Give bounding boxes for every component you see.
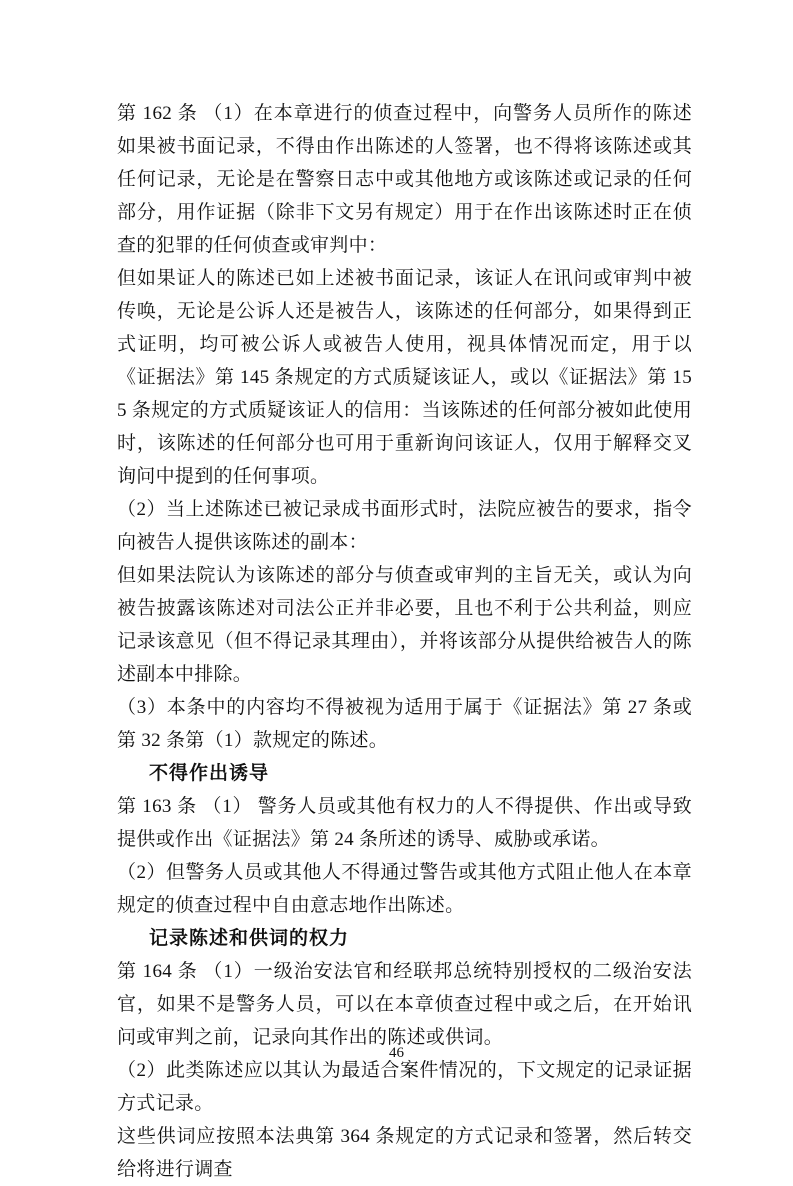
page-footer (0, 1043, 793, 1063)
paragraph: 但如果法院认为该陈述的部分与侦查或审判的主旨无关，或认为向被告披露该陈述对司法公正并非必要，且也不利于公共利益，则应记录该意见（但不得记录其理由），并将该部分从提供给被告人的陈述副本中排除。 (117, 565, 692, 685)
paragraph: （2）但警务人员或其他人不得通过警告或其他方式阻止他人在本章规定的侦查过程中自由意志地作出陈述。 (117, 862, 692, 916)
section-heading: 记录陈述和供词的权力 (149, 928, 350, 949)
paragraph: 第 162 条 （1）在本章进行的侦查过程中，向警务人员所作的陈述如果被书面记录，不得由作出陈述的人签署，也不得将该陈述或其任何记录，无论是在警察日志中或其他地方或该陈述或记录的任何部分，用作证据（除非下文另有规定）用于在作出该陈述时正在侦查的犯罪的任何侦查或审判中： (117, 103, 692, 256)
paragraph: （2）此类陈述应以其认为最适合案件情况的，下文规定的记录证据方式记录。 (117, 1060, 692, 1114)
document-body (117, 97, 692, 1186)
paragraph: 这些供词应按照本法典第 364 条规定的方式记录和签署，然后转交给将进行调查 (117, 1126, 692, 1180)
section-heading: 不得作出诱导 (149, 763, 270, 784)
paragraph: 第 163 条 （1） 警务人员或其他有权力的人不得提供、作出或导致提供或作出《证据法》第 24 条所述的诱导、威胁或承诺。 (117, 796, 692, 850)
page-number: 46 (389, 1045, 404, 1061)
paragraph: 第 164 条 （1）一级治安法官和经联邦总统特别授权的二级治安法官，如果不是警务人员，可以在本章侦查过程中或之后，在开始讯问或审判之前，记录向其作出的陈述或供词。 (117, 961, 692, 1048)
paragraph: 但如果证人的陈述已如上述被书面记录，该证人在讯问或审判中被传唤，无论是公诉人还是被告人，该陈述的任何部分，如果得到正式证明，均可被公诉人或被告人使用，视具体情况而定，用于以《证据法》第 145 条规定的方式质疑该证人，或以《证据法》第 155 条规定的方式质疑该证人的信用：当该陈述的任何部分被如此使用时，该陈述的任何部分也可用于重新询问该证人，仅用于解释交叉询问中提到的任何事项。 (117, 268, 692, 487)
paragraph: （2）当上述陈述已被记录成书面形式时，法院应被告的要求，指令向被告人提供该陈述的副本： (117, 499, 692, 553)
paragraph: （3）本条中的内容均不得被视为适用于属于《证据法》第 27 条或第 32 条第（1）款规定的陈述。 (117, 697, 692, 751)
